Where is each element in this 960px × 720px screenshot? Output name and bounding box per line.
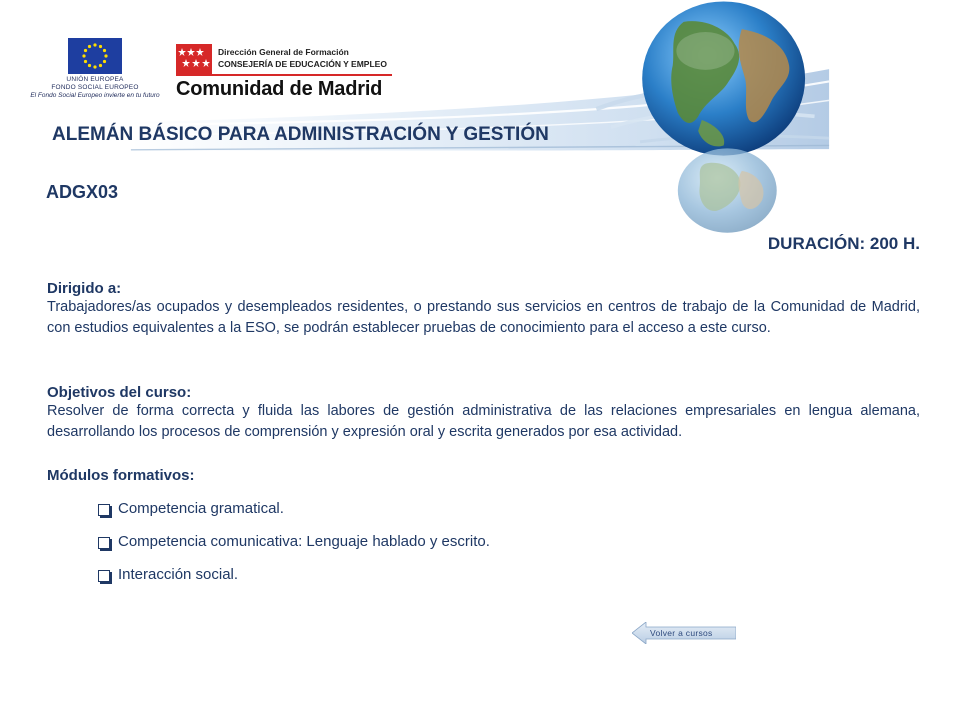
globe-reflection-icon — [678, 148, 777, 232]
madrid-logo-line3: Comunidad de Madrid — [176, 78, 383, 100]
madrid-logo-line1: Dirección General de Formación — [218, 47, 349, 57]
eu-logo — [30, 38, 160, 110]
madrid-flag-icon — [176, 44, 212, 74]
section-dirigido-text: Trabajadores/as ocupados y desempleados residentes, o prestando sus servicios en centros de trabajo de la Comunidad de Madrid, con estudios equivalentes a la ESO, se podrán establecer pruebas de conocimiento para el acceso a este curso. — [47, 299, 920, 336]
header-banner — [0, 0, 960, 240]
modulo-label: Competencia gramatical. — [118, 500, 284, 517]
eu-logo-line2: FONDO SOCIAL EUROPEO — [51, 84, 139, 91]
list-item — [98, 564, 490, 597]
section-dirigido-heading: Dirigido a: — [47, 280, 122, 297]
course-duration: DURACIÓN: 200 H. — [767, 234, 920, 253]
eu-flag-icon — [68, 38, 122, 74]
modulo-label: Competencia comunicativa: Lenguaje hablado y escrito. — [118, 533, 490, 550]
back-to-courses-label: Volver a cursos — [650, 628, 713, 638]
checkbox-bullet-icon — [98, 537, 110, 549]
course-code: ADGX03 — [46, 182, 119, 202]
section-objetivos-text: Resolver de forma correcta y fluida las labores de gestión administrativa de las relaciones empresariales en lengua alemana, desarrollando los procesos de comprensión y expresión oral y escrita generados por esa actividad. — [47, 403, 920, 440]
section-dirigido — [47, 280, 920, 338]
comunidad-madrid-logo — [176, 44, 396, 104]
section-objetivos-heading: Objetivos del curso: — [47, 384, 192, 401]
checkbox-bullet-icon — [98, 504, 110, 516]
madrid-logo-line2: CONSEJERÍA DE EDUCACIÓN Y EMPLEO — [218, 59, 387, 69]
back-to-courses-button[interactable] — [632, 622, 736, 644]
modulos-list — [98, 498, 490, 597]
list-item — [98, 498, 490, 531]
eu-logo-tagline: El Fondo Social Europeo invierte en tu futuro — [30, 92, 160, 99]
madrid-logo-rule — [176, 74, 392, 76]
section-objetivos — [47, 384, 920, 442]
section-modulos-heading: Módulos formativos: — [47, 467, 195, 484]
globe-icon — [642, 1, 805, 155]
checkbox-bullet-icon — [98, 570, 110, 582]
list-item — [98, 531, 490, 564]
course-title: ALEMÁN BÁSICO PARA ADMINISTRACIÓN Y GESTIÓN — [52, 124, 549, 145]
modulo-label: Interacción social. — [118, 566, 239, 583]
eu-logo-line1: UNIÓN EUROPEA — [66, 76, 124, 83]
